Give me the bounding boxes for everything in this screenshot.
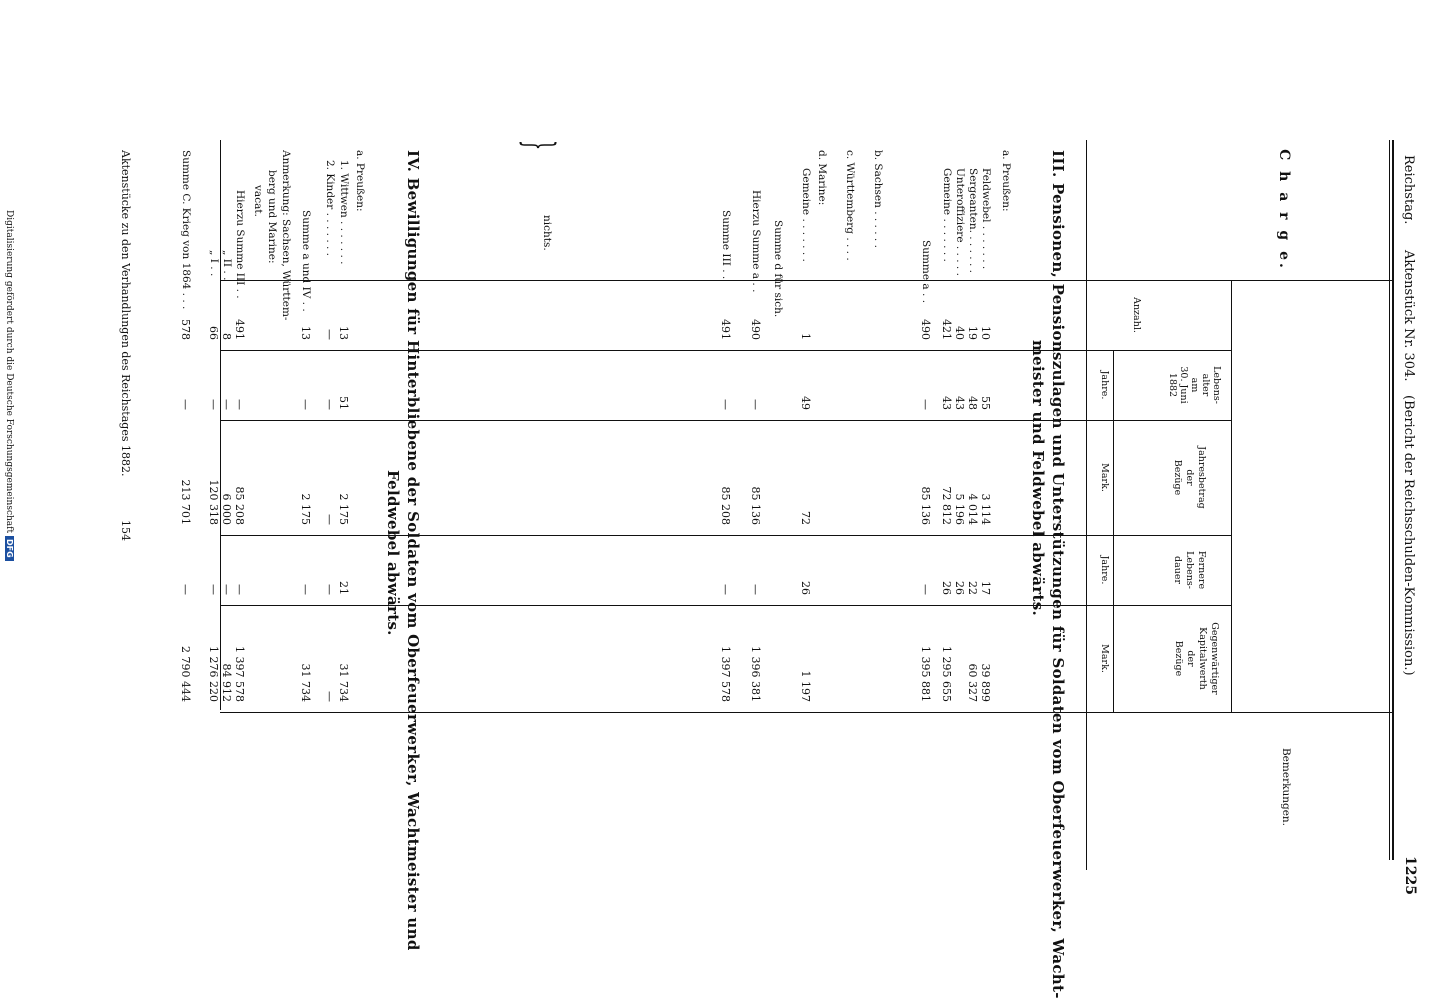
cell-alter: 49: [799, 396, 812, 410]
cell-anzahl: 10: [979, 326, 992, 340]
row-label: 2. Kinder . . . . . . .: [324, 160, 336, 257]
row-label: Sergeanten. . . . . . .: [967, 168, 979, 273]
cell-betrag: 85 136: [749, 486, 762, 525]
cell-dauer: —: [749, 584, 762, 595]
cell-dauer: 17: [979, 581, 992, 595]
header-left: Reichstag.: [1401, 155, 1416, 225]
footer-text: Aktenstücke zu den Verhandlungen des Reichstages 1882.: [119, 150, 132, 477]
col-anzahl: Anzahl.: [1131, 297, 1142, 333]
cell-betrag: 4 014: [966, 493, 979, 525]
dfg-logo: DFG: [5, 536, 14, 561]
cell-dauer: 26: [953, 581, 966, 595]
header-middle: Aktenstück Nr. 304.: [1401, 250, 1416, 382]
cell-dauer: —: [233, 584, 246, 595]
cell-anzahl: —: [323, 329, 336, 340]
row-label: Gemeine . . . . . . .: [941, 168, 953, 262]
row-label: a. Preußen:: [354, 150, 366, 212]
row-label: b. Sachsen . . . . . .: [872, 150, 884, 248]
row-label: berg und Marine:: [266, 170, 278, 264]
cell-anzahl: 13: [337, 326, 350, 340]
row-label: c. Württemberg . . . .: [844, 150, 856, 261]
cell-kapital: 1 276 220: [207, 646, 220, 702]
cell-kapital: 31 734: [299, 663, 312, 702]
top-rule: [1392, 140, 1394, 860]
cell-kapital: 1 197: [799, 670, 812, 702]
cell-kapital: 1 395 881: [919, 646, 932, 702]
cell-betrag: 72 812: [940, 486, 953, 525]
cell-betrag: 85 208: [233, 486, 246, 525]
cell-anzahl: 491: [719, 319, 732, 340]
row-label: Anmerkung: Sachsen, Württem-: [280, 150, 292, 321]
col-kapital-unit: Mark.: [1099, 644, 1110, 673]
cell-alter: 51: [337, 396, 350, 410]
cell-alter: 43: [940, 396, 953, 410]
cell-anzahl: 490: [919, 319, 932, 340]
cell-kapital: —: [323, 691, 336, 702]
cell-alter: —: [220, 399, 233, 410]
cell-betrag: 85 208: [719, 486, 732, 525]
cell-anzahl: 490: [749, 319, 762, 340]
cell-alter: 48: [966, 396, 979, 410]
cell-anzahl: 8: [220, 333, 233, 340]
row-label: d. Marine:: [816, 150, 828, 206]
cell-betrag: 85 136: [919, 486, 932, 525]
col-kapital: Gegenwärtiger Kapitalwerth der Bezüge: [1173, 622, 1220, 695]
row-label: a. Preußen:: [1000, 150, 1012, 212]
cell-alter: —: [919, 399, 932, 410]
document-page: Reichstag. Aktenstück Nr. 304. (Bericht der Reichsschulden-Kommission.) 1225 C h a r g e. Anzahl. Lebens- alter am 30. Juni 1882 Jahre. Jahresbetrag der Bezüge Mark. Fernere Lebens- dauer Jahre. Gegenwärtiger Kapitalwerth der Bezüge Mark. Bemerkungen. III. Pensionen, Pensionszulagen und Unterstützungen für Soldaten vom Oberfeuerwerker, Wacht- meister und Feldwebel abwärts. a. Preußen: Feldwebel . . . . . . . 10 55 3 114 17 39 899 Sergeanten. . . . . . . 19 48 4 014 22 60 327 Unteroffiziere . . . . . 40 43 5 196 26 Gemeine . . . . . . . 421 43 72 812 26 1 295 655 Summe a . . 490 — 85 136 — 1 395 881 b. Sachsen . . . . . . c. Württemberg . . . . d. Marine: Gemeine . . . . . . . 1 49 72 26 1 197 Summe d für sich. Hierzu Summe a . . 490 — 85 136 — 1 396 381 Summe III . . 491 — 85 208 — 1 397 578 nichts. } IV. Bewilligungen für Hinterbliebene der Soldaten vom Oberfeuerwerker, Wachtmeister und Feldwebel abwärts. a. Preußen: 1. Wittwen . . . . . . . 13 51 2 175 21 31 734 2. Kinder . . . . . . . — — — — — Summe a und IV . . 13 — 2 175 — 31 734 Anmerkung: Sachsen, Württem- berg und Marine: vacat. Hierzu Summe III . . 491 — 85 208 — 1 397 578 „ II . . 8 — 6 000 — 84 912 „ I . . 66 — 120 318 — 1 276 220 Summe C. Krieg von 1864 . . . 578 — 213 701 — 2 790 444 Aktenstücke zu den Verhandlungen des Reichstages 1882. 154 Digitalisierung gefördert durch die Deutsche Forschungsgemeinschaft DFG: [4, 140, 1418, 999]
row-label: Summe d für sich.: [772, 220, 784, 318]
cell-betrag: 2 175: [337, 493, 350, 525]
col-bemerkungen: Bemerkungen.: [1280, 747, 1292, 827]
cell-betrag: —: [323, 514, 336, 525]
cell-dauer: 21: [337, 581, 350, 595]
cell-betrag: 3 114: [979, 493, 992, 525]
row-label: Summe a . .: [920, 240, 932, 304]
cell-alter: —: [207, 399, 220, 410]
digitization-note: Digitalisierung gefördert durch die Deutsche Forschungsgemeinschaft DFG: [4, 210, 14, 561]
cell-kapital: 1 397 578: [719, 646, 732, 702]
section-IV-title-2: Feldwebel abwärts.: [384, 470, 402, 636]
cell-betrag: 72: [799, 511, 812, 525]
header-right: (Bericht der Reichsschulden-Kommission.): [1401, 395, 1416, 676]
header-bottom-rule: [1086, 140, 1087, 870]
col-betrag-unit: Mark.: [1099, 463, 1110, 492]
footer-page: 154: [119, 520, 132, 541]
cell-alter: —: [749, 399, 762, 410]
cell-alter: —: [233, 399, 246, 410]
cell-betrag: 120 318: [207, 479, 220, 525]
row-label: „ II . .: [221, 250, 233, 281]
row-label: Feldwebel . . . . . . .: [980, 168, 992, 270]
row-label: 1. Wittwen . . . . . . .: [338, 160, 350, 265]
cell-kapital: 31 734: [337, 663, 350, 702]
cell-dauer: —: [220, 584, 233, 595]
cell-dauer: —: [919, 584, 932, 595]
cell-anzahl: 1: [799, 333, 812, 340]
section-III-title-2: meister und Feldwebel abwärts.: [1029, 340, 1047, 616]
cell-anzahl: 578: [179, 319, 192, 340]
cell-anzahl: 66: [207, 326, 220, 340]
cell-dauer: —: [323, 584, 336, 595]
cell-dauer: 26: [799, 581, 812, 595]
cell-kapital: 1 397 578: [233, 646, 246, 702]
cell-anzahl: 491: [233, 319, 246, 340]
cell-alter: —: [719, 399, 732, 410]
row-label: Summe a und IV . .: [300, 210, 312, 312]
cell-dauer: 26: [940, 581, 953, 595]
row-label: Hierzu Summe III . .: [234, 190, 246, 299]
row-label: „ I . .: [208, 250, 220, 277]
col-charge: C h a r g e.: [1276, 149, 1292, 271]
cell-kapital: 1 396 381: [749, 646, 762, 702]
cell-dauer: —: [207, 584, 220, 595]
cell-kapital: 2 790 444: [179, 646, 192, 702]
cell-betrag: 2 175: [299, 493, 312, 525]
cell-anzahl: 421: [940, 319, 953, 340]
cell-dauer: —: [719, 584, 732, 595]
cell-dauer: —: [179, 584, 192, 595]
cell-alter: —: [179, 399, 192, 410]
cell-dauer: —: [299, 584, 312, 595]
page-number: 1225: [1402, 856, 1418, 895]
nichts-note: nichts.: [541, 215, 553, 251]
cell-kapital: 39 899: [979, 663, 992, 702]
cell-dauer: 22: [966, 581, 979, 595]
cell-kapital: 60 327: [966, 663, 979, 702]
cell-betrag: 213 701: [179, 479, 192, 525]
cell-betrag: 5 196: [953, 493, 966, 525]
cell-anzahl: 40: [953, 326, 966, 340]
row-label: Hierzu Summe a . .: [750, 190, 762, 293]
col-alter: Lebens- alter am 30. Juni 1882: [1167, 366, 1222, 404]
cell-alter: 55: [979, 396, 992, 410]
cell-alter: —: [323, 399, 336, 410]
col-dauer: Fernere Lebens- dauer: [1172, 550, 1207, 590]
cell-betrag: 6 000: [220, 493, 233, 525]
cell-alter: 43: [953, 396, 966, 410]
cell-anzahl: 13: [299, 326, 312, 340]
col-dauer-unit: Jahre.: [1099, 555, 1110, 585]
row-label: Summe III . .: [720, 210, 732, 280]
cell-kapital: 1 295 655: [940, 646, 953, 702]
col-betrag: Jahresbetrag der Bezüge: [1172, 446, 1207, 509]
row-label: Unteroffiziere . . . . .: [954, 168, 966, 276]
row-label: Gemeine . . . . . . .: [800, 168, 812, 262]
col-alter-unit: Jahre.: [1099, 370, 1110, 400]
cell-alter: —: [299, 399, 312, 410]
row-label: vacat.: [252, 185, 264, 217]
section-IV-title-1: IV. Bewilligungen für Hinterbliebene der Soldaten vom Oberfeuerwerker, Wachtmeister und: [404, 150, 422, 951]
section-III-title-1: III. Pensionen, Pensionszulagen und Unterstützungen für Soldaten vom Oberfeuerwerker, Wacht-: [1049, 150, 1067, 999]
cell-kapital: 84 912: [220, 663, 233, 702]
row-label: Summe C. Krieg von 1864 . . .: [180, 150, 192, 310]
cell-anzahl: 19: [966, 326, 979, 340]
